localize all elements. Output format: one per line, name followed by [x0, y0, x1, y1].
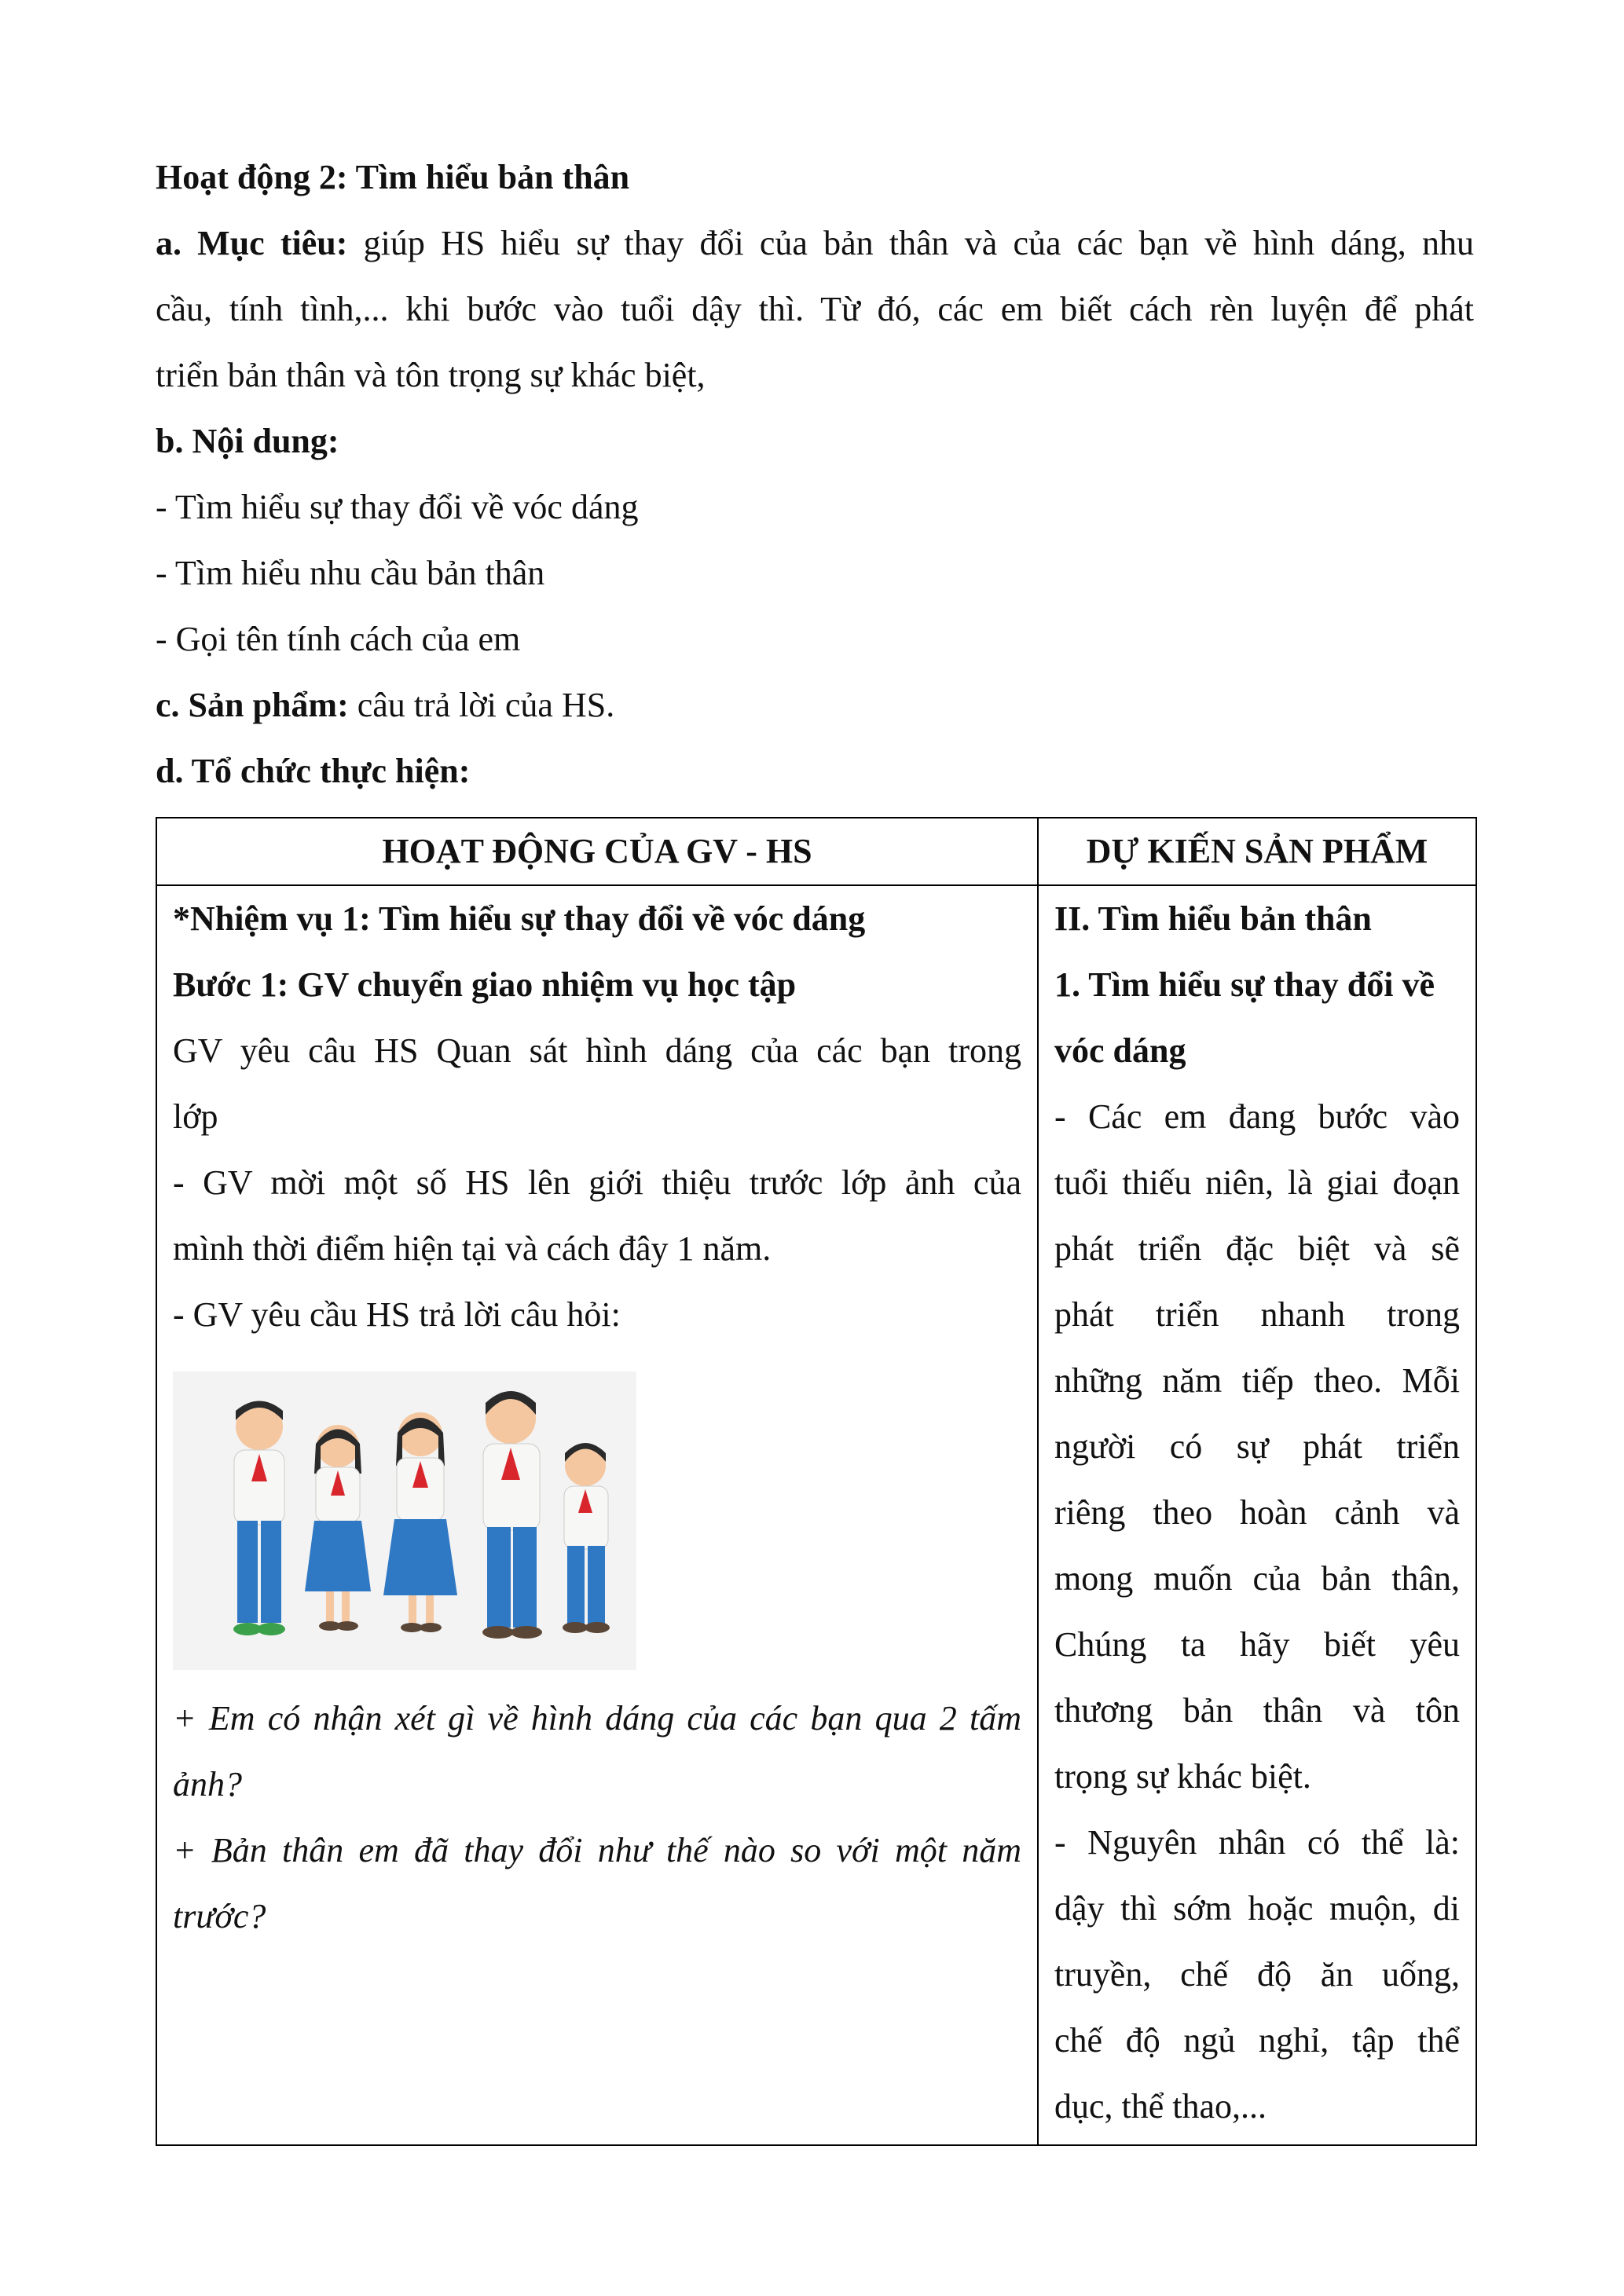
students-illustration: [173, 1371, 636, 1670]
activity-text: - GV mời một số HS lên giới thiệu trước lớp ảnh của: [173, 1163, 1021, 1202]
content-item: - Gọi tên tính cách của em: [156, 620, 521, 658]
product-text: mong muốn của bản thân,: [1054, 1559, 1460, 1598]
content-label: b. Nội dung:: [156, 422, 339, 460]
activity-text: - GV yêu cầu HS trả lời câu hỏi:: [173, 1295, 621, 1334]
content-item: - Tìm hiểu nhu cầu bản thân: [156, 554, 545, 592]
question-line: trước?: [173, 1897, 266, 1935]
product-text: chế độ ngủ nghỉ, tập thể: [1054, 2021, 1460, 2060]
product-text: - Các em đang bước vào: [1054, 1097, 1460, 1136]
activity-table: [156, 817, 1477, 2146]
task-title: *Nhiệm vụ 1: Tìm hiểu sự thay đổi về vóc dáng: [173, 899, 866, 938]
students-figure-svg: [173, 1371, 636, 1670]
product-text: - Nguyên nhân có thể là:: [1054, 1823, 1460, 1862]
objective-line-3: triển bản thân và tôn trọng sự khác biệt,: [156, 356, 706, 394]
table-header-row: [156, 818, 1476, 885]
intro-block: [156, 145, 1474, 804]
header-activity: HOẠT ĐỘNG CỦA GV - HS: [156, 818, 1038, 885]
product-subtitle: vóc dáng: [1054, 1031, 1186, 1070]
product-text: thương bản thân và tôn: [1054, 1691, 1460, 1730]
question-line: + Bản thân em đã thay đổi như thế nào so với một năm: [173, 1831, 1021, 1869]
product-text: dậy thì sớm hoặc muộn, di: [1054, 1889, 1460, 1928]
product-cell: [1038, 885, 1476, 2145]
organize-label: d. Tổ chức thực hiện:: [156, 752, 471, 790]
content-item: - Tìm hiểu sự thay đổi về vóc dáng: [156, 488, 639, 526]
activity-text: lớp: [173, 1097, 218, 1136]
product-line: c. Sản phẩm: câu trả lời của HS.: [156, 686, 615, 724]
step-title: Bước 1: GV chuyển giao nhiệm vụ học tập: [173, 965, 797, 1004]
section-heading: Hoạt động 2: Tìm hiểu bản thân: [156, 158, 630, 196]
product-text: phát triển nhanh trong: [1054, 1295, 1460, 1334]
activity-text: GV yêu câu HS Quan sát hình dáng của các bạn trong: [173, 1031, 1021, 1070]
question-line: + Em có nhận xét gì về hình dáng của các bạn qua 2 tấm: [173, 1699, 1021, 1738]
product-text: dục, thể thao,...: [1054, 2087, 1267, 2126]
objective-line-1: a. Mục tiêu: giúp HS hiểu sự thay đổi của bản thân và của các bạn về hình dáng, nhu: [156, 224, 1474, 262]
product-subtitle: 1. Tìm hiểu sự thay đổi về: [1054, 965, 1435, 1004]
product-text: truyền, chế độ ăn uống,: [1054, 1955, 1460, 1994]
activity-cell: [156, 885, 1038, 2145]
product-text: phát triển đặc biệt và sẽ: [1054, 1229, 1460, 1268]
product-text: những năm tiếp theo. Mỗi: [1054, 1361, 1460, 1400]
question-line: ảnh?: [173, 1765, 242, 1803]
product-text: tuổi thiếu niên, là giai đoạn: [1054, 1163, 1460, 1202]
product-text: riêng theo hoàn cảnh và: [1054, 1493, 1460, 1532]
product-text: trọng sự khác biệt.: [1054, 1757, 1311, 1796]
product-section-title: II. Tìm hiểu bản thân: [1054, 899, 1372, 938]
activity-text: mình thời điểm hiện tại và cách đây 1 năm.: [173, 1229, 772, 1268]
product-text: người có sự phát triển: [1054, 1427, 1460, 1466]
header-product: DỰ KIẾN SẢN PHẨM: [1038, 818, 1476, 885]
objective-line-2: cầu, tính tình,... khi bước vào tuổi dậy thì. Từ đó, các em biết cách rèn luyện để phát: [156, 290, 1474, 328]
product-text: Chúng ta hãy biết yêu: [1054, 1625, 1460, 1664]
table-row: [156, 885, 1476, 2145]
